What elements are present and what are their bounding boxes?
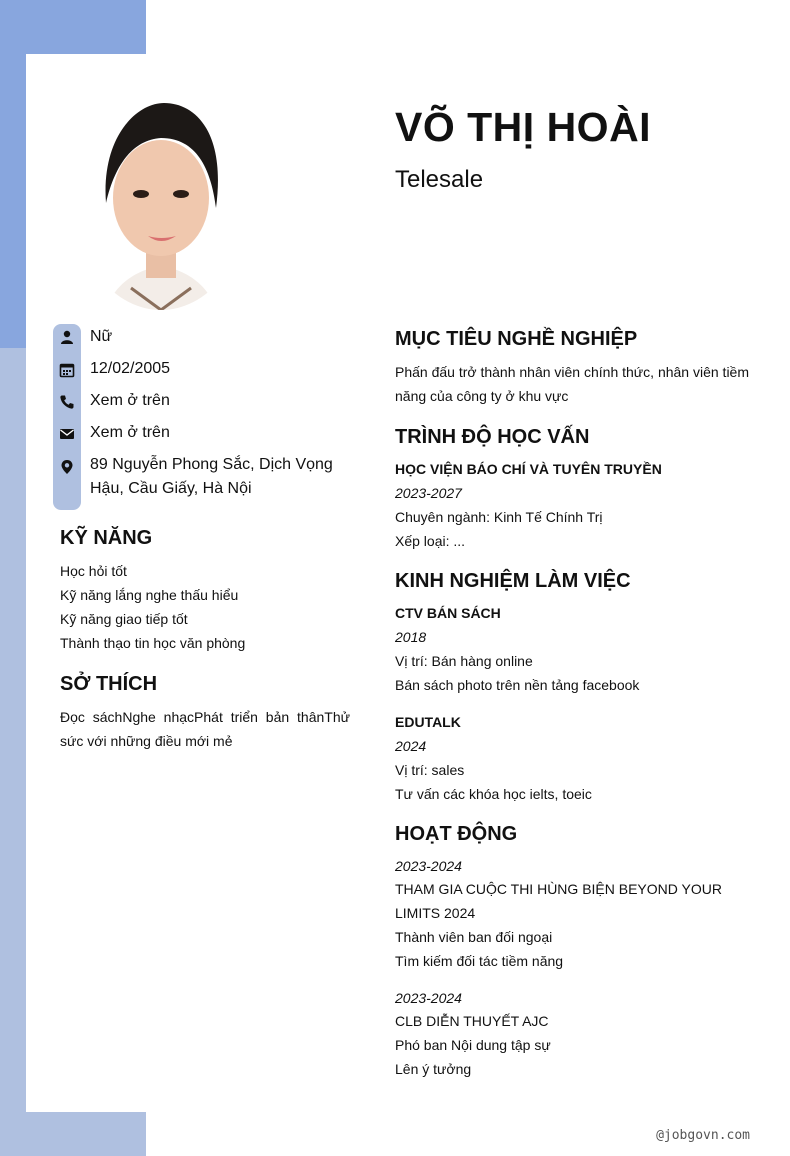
skill-item: Kỹ năng giao tiếp tốt xyxy=(60,611,188,627)
activity-role: Phó ban Nội dung tập sự xyxy=(395,1037,551,1053)
job-position: Vị trí: Bán hàng online xyxy=(395,653,533,669)
user-icon xyxy=(59,329,75,345)
calendar-icon xyxy=(59,362,75,378)
activities-title: HOẠT ĐỘNG xyxy=(395,823,518,845)
education-title: TRÌNH ĐỘ HỌC VẤN xyxy=(395,426,590,448)
job-company: EDUTALK xyxy=(395,714,461,730)
activity-name: CLB DIỄN THUYẾT AJC xyxy=(395,1013,549,1029)
birthday-value: 12/02/2005 xyxy=(90,360,171,377)
job-position: Vị trí: sales xyxy=(395,762,465,778)
candidate-role: Telesale xyxy=(395,166,484,193)
activity-role: Thành viên ban đối ngoại xyxy=(395,929,553,945)
location-icon xyxy=(59,459,75,475)
job-description: Tư vấn các khóa học ielts, toeic xyxy=(395,786,592,802)
education-rank: Xếp loại: ... xyxy=(395,533,466,549)
objective-title: MỤC TIÊU NGHỀ NGHIỆP xyxy=(395,328,638,350)
phone-value: Xem ở trên xyxy=(90,392,170,409)
job-company: CTV BÁN SÁCH xyxy=(395,605,501,621)
decor-left-strip-light xyxy=(0,348,26,1156)
address-value: 89 Nguyễn Phong Sắc, Dịch Vọng Hậu, Cầu Giấy, Hà Nội xyxy=(90,456,333,497)
skill-item: Thành thạo tin học văn phòng xyxy=(60,635,246,651)
job-year: 2018 xyxy=(395,629,427,645)
hobbies-title: SỞ THÍCH xyxy=(60,673,158,695)
education-school: HỌC VIỆN BÁO CHÍ VÀ TUYÊN TRUYỀN xyxy=(395,461,662,477)
decor-bottom-block xyxy=(0,1112,146,1156)
skill-item: Kỹ năng lắng nghe thấu hiểu xyxy=(60,587,239,603)
phone-icon xyxy=(59,394,75,410)
decor-left-strip-dark xyxy=(0,0,26,348)
objective-text: Phấn đấu trở thành nhân viên chính thức, nhân viên tiềm năng của công ty ở khu vực xyxy=(395,364,750,404)
email-value: Xem ở trên xyxy=(90,424,170,441)
contact-icon-bar xyxy=(53,324,81,510)
education-major: Chuyên ngành: Kinh Tế Chính Trị xyxy=(395,509,603,525)
experience-title: KINH NGHIỆM LÀM VIỆC xyxy=(395,570,631,592)
job-description: Bán sách photo trên nền tảng facebook xyxy=(395,677,640,693)
activity-name: THAM GIA CUỘC THI HÙNG BIỆN BEYOND YOUR LIMITS 2024 xyxy=(395,881,722,921)
candidate-name: VÕ THỊ HOÀI xyxy=(395,104,652,150)
job-year: 2024 xyxy=(395,738,427,754)
footer-brand: @jobgovn.com xyxy=(656,1128,750,1143)
skill-item: Học hỏi tốt xyxy=(60,563,127,579)
activity-period: 2023-2024 xyxy=(395,990,462,1006)
skills-title: KỸ NĂNG xyxy=(60,527,153,549)
avatar xyxy=(76,98,246,310)
email-icon xyxy=(59,426,75,442)
hobbies-text: Đọc sáchNghe nhạcPhát triển bản thânThử sức với những điều mới mẻ xyxy=(60,709,350,749)
activity-description: Lên ý tưởng xyxy=(395,1061,472,1077)
education-period: 2023-2027 xyxy=(395,485,462,501)
activity-description: Tìm kiếm đối tác tiềm năng xyxy=(395,953,564,969)
gender-value: Nữ xyxy=(90,328,113,345)
activity-period: 2023-2024 xyxy=(395,858,462,874)
